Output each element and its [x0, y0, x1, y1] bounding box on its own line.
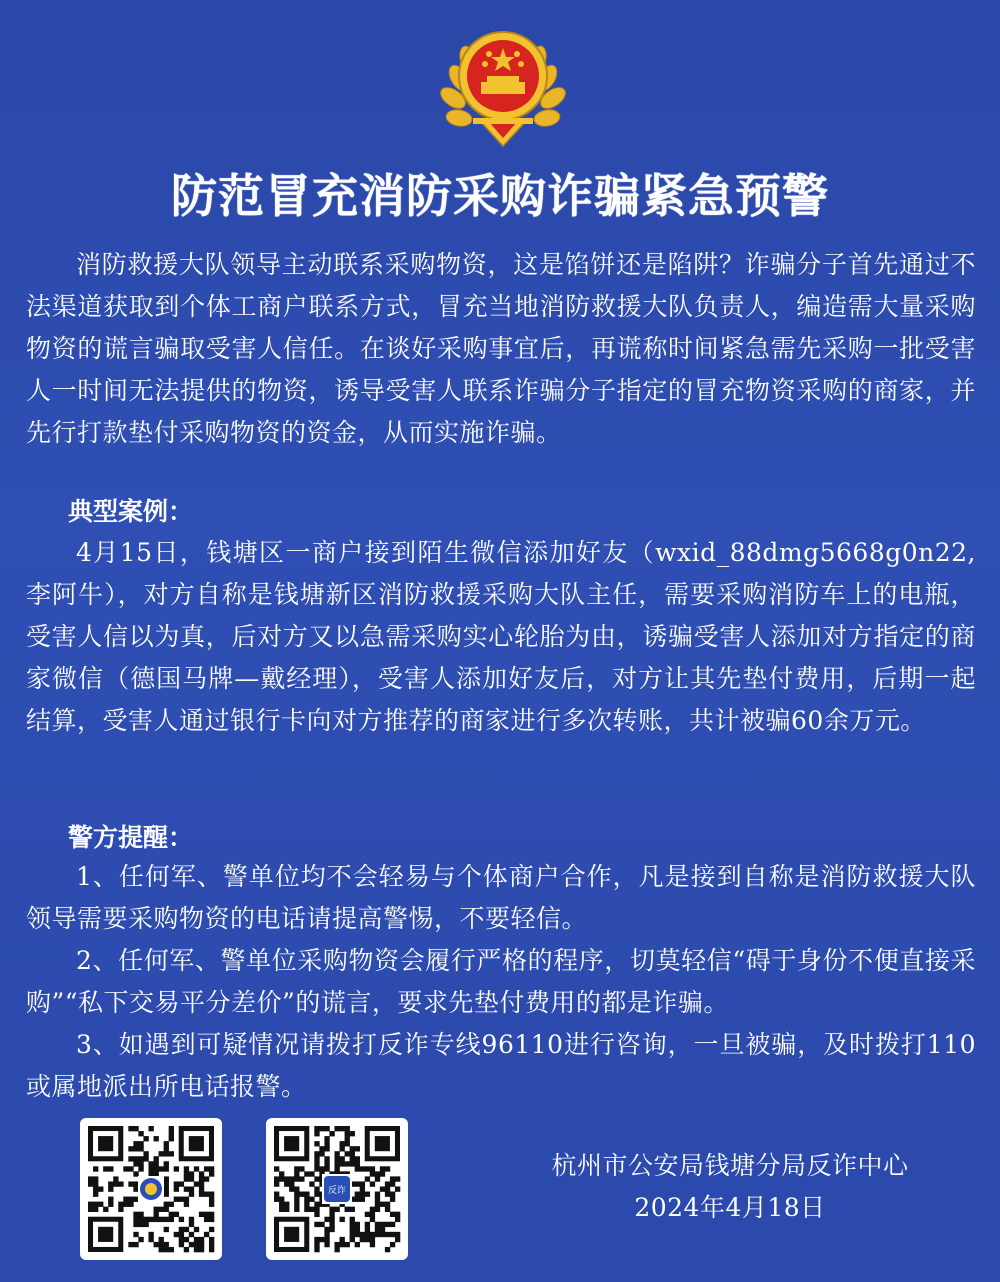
police-tips	[26, 856, 976, 1108]
page-title: 防范冒充消防采购诈骗紧急预警	[171, 169, 829, 223]
case-paragraph	[26, 532, 976, 742]
signature-org: 杭州市公安局钱塘分局反诈中心	[551, 1151, 909, 1180]
tip-item: 3、如遇到可疑情况请拨打反诈专线96110进行咨询，一旦被骗，及时拨打110或属地派出所电话报警。	[26, 1030, 976, 1101]
qr-badge-text: 反诈	[327, 1186, 347, 1196]
case-text: 4月15日，钱塘区一商户接到陌生微信添加好友（wxid_88dmg5668g0n22,李阿牛），对方自称是钱塘新区消防救援采购大队主任，需要采购消防车上的电瓶，受害人信以为真，后对方又以急需采购实心轮胎为由，诱骗受害人添加对方指定的商家微信（德国马牌—戴经理），受害人添加好友后，对方让其先垫付费用，后期一起结算，受害人通过银行卡向对方推荐的商家进行多次转账，共计被骗60余万元。	[26, 538, 976, 735]
signature-date: 2024年4月18日	[634, 1193, 826, 1222]
qr-code-icon	[266, 1118, 408, 1260]
qr-code-left	[80, 1118, 222, 1260]
police-heading: 警方提醒：	[68, 823, 194, 852]
qr-code-icon	[80, 1118, 222, 1260]
intro-paragraph	[26, 244, 976, 454]
intro-text: 消防救援大队领导主动联系采购物资，这是馅饼还是陷阱？诈骗分子首先通过不法渠道获取到个体工商户联系方式，冒充当地消防救援大队负责人，编造需大量采购物资的谎言骗取受害人信任。在谈好采购事宜后，再谎称时间紧急需先采购一批受害人一时间无法提供的物资，诱导受害人联系诈骗分子指定的冒充物资采购的商家，并先行打款垫付采购物资的资金，从而实施诈骗。	[26, 250, 976, 447]
tip-item: 2、任何军、警单位采购物资会履行严格的程序，切莫轻信“碍于身份不便直接采购”“私下交易平分差价”的谎言，要求先垫付费用的都是诈骗。	[26, 946, 976, 1017]
case-heading: 典型案例：	[68, 497, 194, 526]
police-emblem-icon	[437, 18, 569, 150]
qr-code-right	[266, 1118, 408, 1260]
tip-item: 1、任何军、警单位均不会轻易与个体商户合作，凡是接到自称是消防救援大队领导需要采购物资的电话请提高警惕，不要轻信。	[26, 862, 976, 933]
